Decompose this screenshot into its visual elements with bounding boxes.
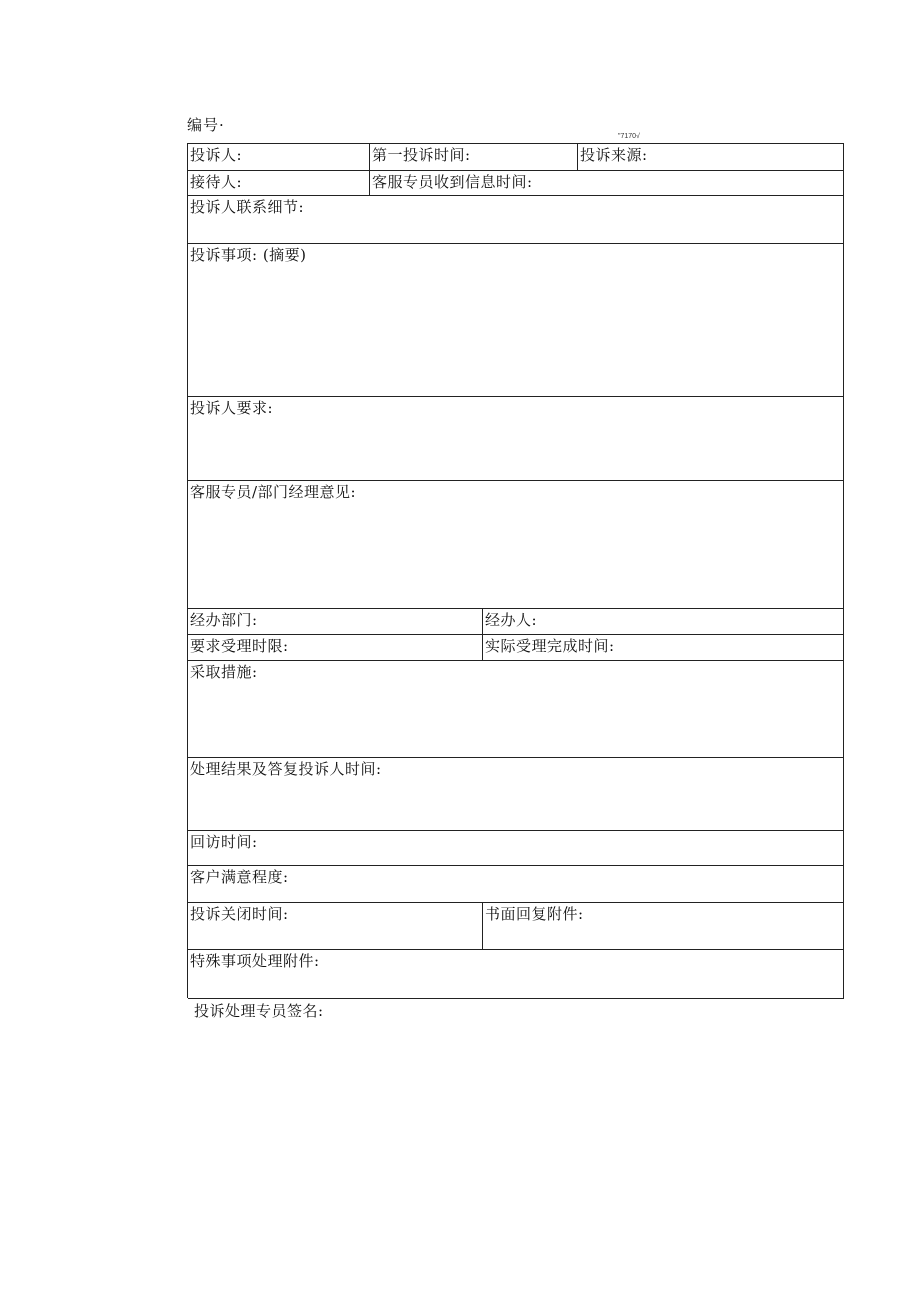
- cs-received-time-field[interactable]: 客服专员收到信息时间:: [370, 171, 844, 196]
- complaint-summary-field[interactable]: 投诉事项: (摘要): [188, 244, 844, 397]
- written-reply-attachment-field[interactable]: 书面回复附件:: [483, 903, 844, 950]
- receptionist-field[interactable]: 接待人:: [188, 171, 370, 196]
- complaint-source-field[interactable]: 投诉来源:: [578, 144, 844, 171]
- closing-time-field[interactable]: 投诉关闭时间:: [188, 903, 483, 950]
- actual-completion-time-field[interactable]: 实际受理完成时间:: [483, 635, 844, 661]
- follow-up-time-field[interactable]: 回访时间:: [188, 831, 844, 866]
- manager-opinion-field[interactable]: 客服专员/部门经理意见:: [188, 481, 844, 609]
- contact-details-field[interactable]: 投诉人联系细节:: [188, 196, 844, 244]
- required-deadline-field[interactable]: 要求受理时限:: [188, 635, 483, 661]
- special-matter-attachment-field[interactable]: 特殊事项处理附件:: [188, 950, 844, 999]
- complainant-field[interactable]: 投诉人:: [188, 144, 370, 171]
- result-and-reply-time-field[interactable]: 处理结果及答复投诉人时间:: [188, 758, 844, 831]
- handling-department-field[interactable]: 经办部门:: [188, 609, 483, 635]
- form-stamp: "7170√: [618, 133, 640, 140]
- satisfaction-level-field[interactable]: 客户满意程度:: [188, 866, 844, 903]
- complaint-form-table: [187, 143, 844, 998]
- handler-field[interactable]: 经办人:: [483, 609, 844, 635]
- serial-number-label: 编号·: [187, 116, 225, 134]
- complainant-requests-field[interactable]: 投诉人要求:: [188, 397, 844, 481]
- first-complaint-time-field[interactable]: 第一投诉时间:: [370, 144, 578, 171]
- signature-label: 投诉处理专员签名:: [194, 1002, 324, 1020]
- measures-taken-field[interactable]: 采取措施:: [188, 661, 844, 758]
